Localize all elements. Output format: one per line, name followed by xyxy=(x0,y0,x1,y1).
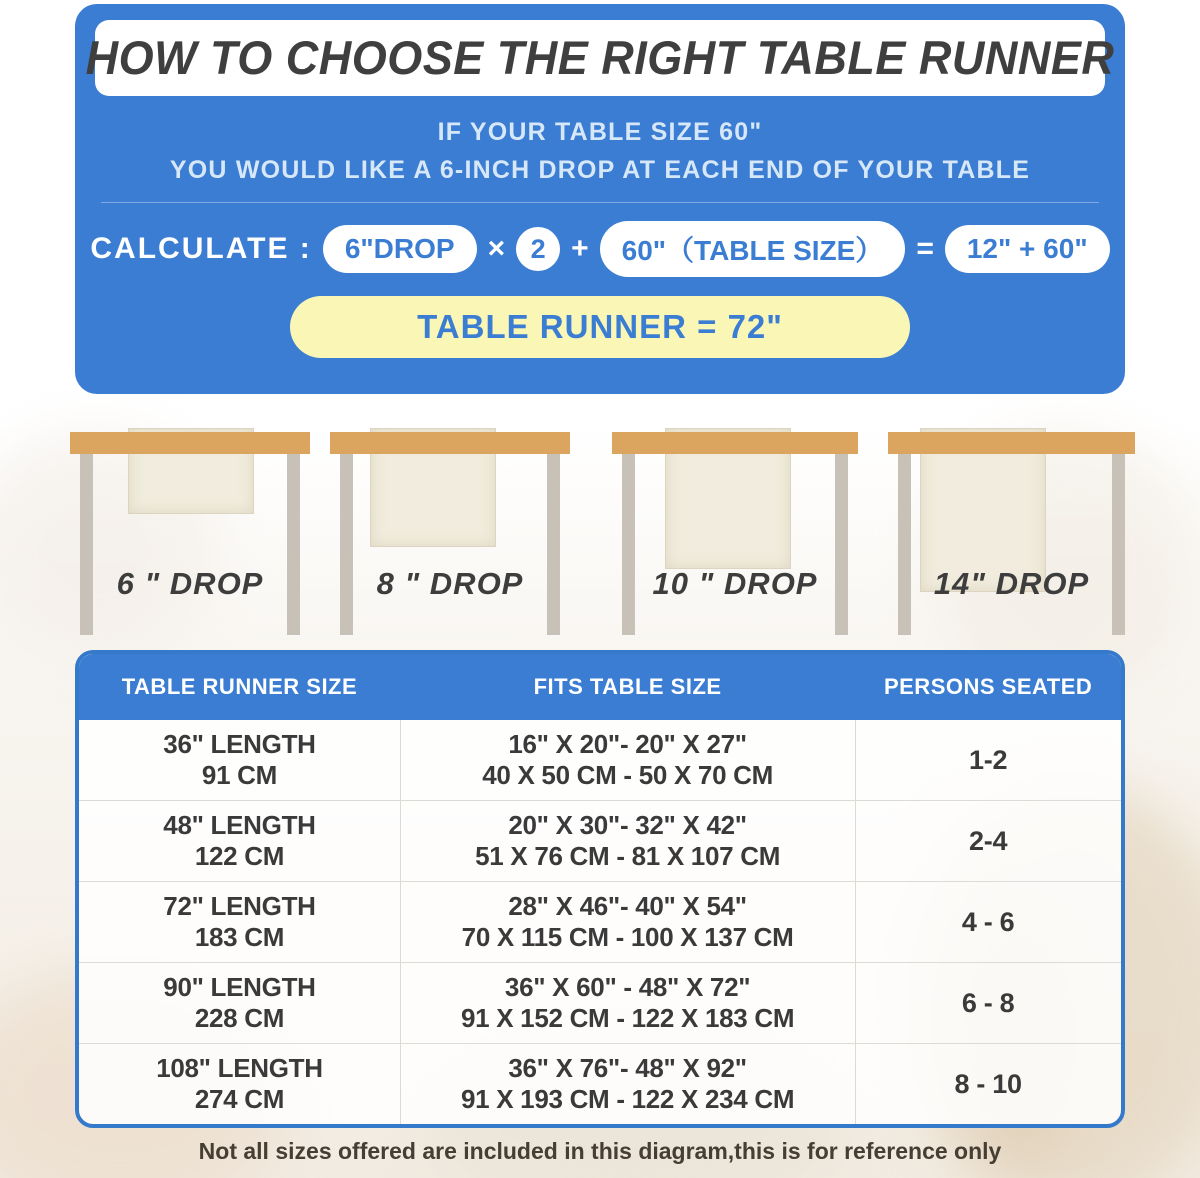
panel-divider xyxy=(101,202,1099,203)
calculate-label: CALCULATE : xyxy=(90,232,312,265)
persons-seated-cell: 1-2 xyxy=(969,744,1008,775)
size-reference-table xyxy=(75,650,1125,1128)
tabletop-illustration xyxy=(612,432,858,454)
table-row xyxy=(79,720,1121,800)
table-leg xyxy=(835,454,848,635)
runner-result-pill: TABLE RUNNER = 72" xyxy=(290,296,910,358)
intro-line-2: YOU WOULD LIKE A 6-INCH DROP AT EACH END OF YOUR TABLE xyxy=(169,156,1031,184)
persons-seated-cell: 2-4 xyxy=(969,825,1008,856)
drop-figure-6in xyxy=(70,410,310,646)
runner-length-in: 108" LENGTH xyxy=(156,1053,323,1083)
runner-length-cm: 228 CM xyxy=(194,1003,285,1033)
column-divider xyxy=(855,720,856,1124)
drop-figure-8in xyxy=(330,410,570,646)
table-row xyxy=(79,1043,1121,1124)
persons-seated-cell: 4 - 6 xyxy=(961,906,1015,937)
fits-table-cell xyxy=(400,729,855,791)
drop-figure-10in xyxy=(612,410,858,646)
intro-line-1: IF YOUR TABLE SIZE 60" xyxy=(437,118,763,146)
plus-operator: + xyxy=(571,232,589,265)
runner-length-in: 72" LENGTH xyxy=(163,891,316,921)
table-leg xyxy=(287,454,300,635)
persons-seated-cell: 6 - 8 xyxy=(961,987,1015,1018)
disclaimer-note: Not all sizes offered are included in this diagram,this is for reference only xyxy=(198,1138,1002,1164)
column-header-persons: PERSONS SEATED xyxy=(883,674,1093,699)
tabletop-illustration xyxy=(70,432,310,454)
runner-length-cm: 122 CM xyxy=(194,841,285,871)
table-leg xyxy=(622,454,635,635)
fits-size-cm: 91 X 152 CM - 122 X 183 CM xyxy=(460,1003,795,1033)
drop-value-pill: 6"DROP xyxy=(323,225,477,273)
table-leg xyxy=(547,454,560,635)
fits-size-in: 20" X 30"- 32" X 42" xyxy=(508,810,747,840)
drop-label: 14" DROP xyxy=(933,566,1090,601)
runner-length-in: 90" LENGTH xyxy=(163,972,316,1002)
drop-examples-section xyxy=(0,410,1200,646)
column-divider xyxy=(400,720,401,1124)
runner-length-cm: 91 CM xyxy=(201,760,277,790)
column-header-runner-size: TABLE RUNNER SIZE xyxy=(121,674,358,699)
fits-size-in: 36" X 60" - 48" X 72" xyxy=(504,972,751,1002)
drop-label: 10 " DROP xyxy=(652,566,818,601)
fits-size-cm: 51 X 76 CM - 81 X 107 CM xyxy=(475,841,781,871)
page-title: HOW TO CHOOSE THE RIGHT TABLE RUNNER xyxy=(85,30,1115,85)
multiply-operator: × xyxy=(487,232,506,265)
drop-label: 6 " DROP xyxy=(116,566,264,601)
sum-pill: 12" + 60" xyxy=(945,225,1110,273)
instruction-panel xyxy=(75,4,1125,394)
runner-size-cell xyxy=(79,810,400,872)
table-row xyxy=(79,962,1121,1043)
fits-table-cell xyxy=(400,810,855,872)
fits-size-cm: 40 X 50 CM - 50 X 70 CM xyxy=(482,760,773,790)
runner-length-in: 36" LENGTH xyxy=(163,729,316,759)
fits-table-cell xyxy=(400,1053,855,1115)
fits-size-cm: 91 X 193 CM - 122 X 234 CM xyxy=(460,1084,795,1114)
equals-operator: = xyxy=(916,232,934,265)
runner-size-cell xyxy=(79,972,400,1034)
drop-label: 8 " DROP xyxy=(376,566,524,601)
fits-table-cell xyxy=(400,891,855,953)
fits-size-in: 36" X 76"- 48" X 92" xyxy=(508,1053,747,1083)
table-size-pill: 60"（TABLE SIZE） xyxy=(600,221,906,277)
fits-size-cm: 70 X 115 CM - 100 X 137 CM xyxy=(461,922,794,952)
fits-size-in: 16" X 20"- 20" X 27" xyxy=(508,729,747,759)
tabletop-illustration xyxy=(330,432,570,454)
runner-size-cell xyxy=(79,891,400,953)
runner-length-cm: 274 CM xyxy=(194,1084,285,1114)
persons-seated-cell: 8 - 10 xyxy=(954,1068,1022,1099)
calculation-row xyxy=(75,221,1125,277)
table-header-row xyxy=(79,654,1121,720)
drop-figure-14in xyxy=(888,410,1135,646)
runner-size-cell xyxy=(79,729,400,791)
runner-length-in: 48" LENGTH xyxy=(163,810,316,840)
runner-size-cell xyxy=(79,1053,400,1115)
multiplier-circle: 2 xyxy=(516,227,560,271)
runner-length-cm: 183 CM xyxy=(194,922,285,952)
table-leg xyxy=(898,454,911,635)
title-banner xyxy=(85,20,1115,96)
column-header-fits-table: FITS TABLE SIZE xyxy=(533,674,722,699)
fits-size-in: 28" X 46"- 40" X 54" xyxy=(508,891,747,921)
tabletop-illustration xyxy=(888,432,1135,454)
table-leg xyxy=(340,454,353,635)
table-leg xyxy=(1112,454,1125,635)
table-row xyxy=(79,881,1121,962)
table-leg xyxy=(80,454,93,635)
table-body xyxy=(79,720,1121,1124)
fits-table-cell xyxy=(400,972,855,1034)
table-row xyxy=(79,800,1121,881)
